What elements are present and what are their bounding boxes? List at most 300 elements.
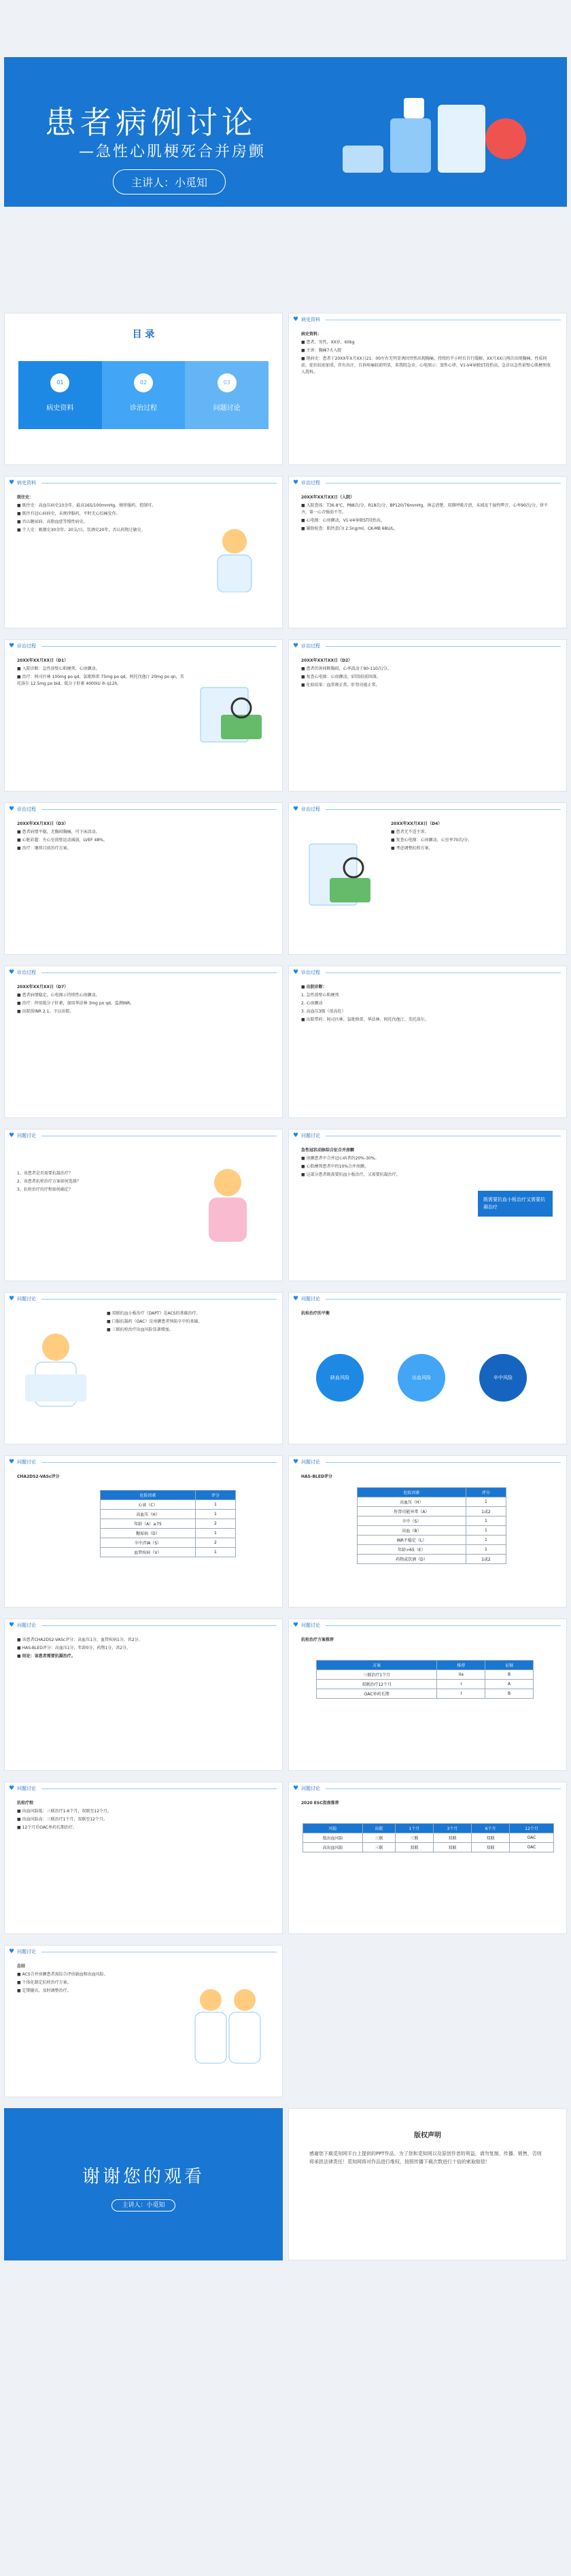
section-label: 诊治过程 — [301, 480, 320, 486]
slide-header — [289, 1619, 566, 1631]
table-cell: 糖尿病（D） — [101, 1529, 196, 1538]
text-line: ■ 结论：该患者需要抗凝治疗。 — [17, 1654, 75, 1659]
text-line: ■ 复查心电图：心房颤动，ST段较前回落。 — [301, 675, 381, 679]
heart-icon: ♥ — [9, 1784, 15, 1792]
table-cell: 双联 — [433, 1833, 471, 1843]
thanks-slide — [4, 2108, 283, 2260]
question-item: 1、该患者是否需要抗凝治疗？ — [17, 1171, 73, 1176]
table-cell: 三联 — [363, 1843, 396, 1852]
table-cell: 1 — [466, 1497, 506, 1507]
section-label: 诊治过程 — [17, 643, 36, 649]
table-cell: OAC — [510, 1833, 554, 1843]
heart-icon: ♥ — [293, 642, 299, 649]
slide-header — [289, 1293, 566, 1305]
page-title: 患者病例讨论 — [45, 104, 257, 141]
column-header: 危险因素 — [358, 1488, 466, 1497]
table-row — [101, 1538, 236, 1548]
history-slide-2 — [4, 476, 283, 628]
slide-header — [289, 313, 566, 326]
table-row — [101, 1548, 236, 1557]
table-cell: 2 — [195, 1538, 235, 1548]
column-header: 评分 — [195, 1491, 235, 1500]
toc-items — [18, 361, 269, 429]
section-label: 问题讨论 — [301, 1623, 320, 1628]
text-line: ■ 患者，男性，XX岁，60kg — [301, 340, 355, 345]
table-cell: B — [485, 1670, 534, 1680]
divider — [41, 483, 277, 484]
heart-icon: ♥ — [9, 1948, 15, 1955]
table-cell: 三联 — [395, 1833, 433, 1843]
table-cell: OAC — [510, 1843, 554, 1852]
medical-illustration — [336, 91, 540, 186]
section-label: 问题讨论 — [17, 1296, 36, 1302]
slide-title: 总结 — [17, 1964, 26, 1969]
report-illustration — [194, 681, 269, 749]
column-header: 评分 — [466, 1488, 506, 1497]
section-label: 问题讨论 — [301, 1296, 320, 1302]
text-line: ■ 出院诊断： — [301, 985, 327, 989]
table-row — [358, 1555, 506, 1564]
text-line: 2. 心房颤动 — [301, 1001, 323, 1006]
slide-body — [107, 1310, 270, 1335]
question-item: 2、该患者抗栓治疗方案如何选择？ — [17, 1179, 81, 1184]
table-cell: 1或2 — [466, 1555, 506, 1564]
slide-body — [17, 1170, 194, 1195]
section-label: 诊治过程 — [301, 643, 320, 649]
presenter-badge — [4, 2197, 283, 2209]
table-cell: 年龄>65（E） — [358, 1545, 466, 1555]
table-header-row — [317, 1661, 534, 1670]
slide-body — [301, 984, 554, 1025]
heart-icon: ♥ — [9, 805, 15, 813]
slide-header — [5, 1619, 282, 1631]
slide-header — [289, 477, 566, 489]
slide-body — [301, 1800, 554, 1808]
divider — [41, 1299, 277, 1300]
discussion-slide-7 — [4, 1619, 283, 1771]
table-cell: 1 — [466, 1516, 506, 1526]
text-line: ■ 考虑调整抗栓方案。 — [391, 846, 433, 851]
table-cell: 1 — [195, 1529, 235, 1538]
heart-icon: ♥ — [293, 805, 299, 813]
slide-header — [289, 803, 566, 815]
table-cell: 双联 — [472, 1843, 510, 1852]
text-line: 既往史： — [17, 495, 34, 500]
treatment-slide-6 — [4, 966, 283, 1118]
slide-title: 急性冠状动脉综合征合并房颤 — [301, 1148, 355, 1153]
presenter-label: 主讲人：小觅知 — [111, 2199, 175, 2211]
treatment-slide-5 — [288, 802, 567, 955]
text-line: ■ 三联抗栓治疗出血风险显著增加。 — [107, 1327, 173, 1332]
table-cell: 心衰（C） — [101, 1500, 196, 1510]
table-cell: 高出血风险 — [303, 1843, 363, 1852]
risk-circle-bleeding — [398, 1354, 445, 1402]
heart-icon: ♥ — [293, 1784, 299, 1792]
toc-label: 病史资料 — [46, 405, 74, 412]
section-label: 问题讨论 — [17, 1133, 36, 1138]
slide-header — [5, 1293, 282, 1305]
table-cell: 卒中（S） — [358, 1516, 466, 1526]
table-row — [101, 1500, 236, 1510]
slide-header — [289, 966, 566, 979]
date-heading: 20XX年XX月XX日（D7） — [17, 985, 69, 989]
text-line: ■ 入院诊断：急性前壁心肌梗死，心房颤动。 — [17, 666, 100, 671]
slide-body — [17, 984, 270, 1017]
text-line: ■ 双联抗血小板治疗（DAPT）是ACS的基础治疗。 — [107, 1311, 201, 1316]
treatment-slide-3 — [288, 639, 567, 792]
table-cell: 1或2 — [466, 1507, 506, 1516]
divider — [41, 1462, 277, 1463]
slide-header — [5, 477, 282, 489]
slide-title: 抗栓疗程 — [17, 1801, 34, 1806]
heart-icon: ♥ — [9, 1295, 15, 1302]
text-line: 1. 急性前壁心肌梗死 — [301, 993, 339, 998]
date-heading: 20XX年XX月XX日（D2） — [301, 658, 353, 663]
section-label: 诊治过程 — [17, 970, 36, 975]
text-line: ■ 既往史：高血压病史10余年，最高165/100mmHg，规律服药，控制可。 — [17, 503, 156, 508]
history-slide-1 — [288, 313, 567, 465]
slide-body — [17, 1800, 270, 1833]
guideline-table — [302, 1823, 554, 1852]
heart-icon: ♥ — [9, 1458, 15, 1465]
balance-diagram — [316, 1340, 539, 1422]
discussion-slide-3 — [4, 1292, 283, 1444]
copyright-slide — [288, 2108, 567, 2260]
discussion-slide-2 — [288, 1129, 567, 1281]
divider — [41, 1625, 277, 1626]
slide-header — [5, 1946, 282, 1958]
table-cell: 双联 — [433, 1843, 471, 1852]
table-row — [101, 1519, 236, 1529]
text-line: ■ 患者无不适主诉。 — [391, 830, 429, 834]
text-line: 病史资料： — [301, 332, 322, 337]
slide-header — [289, 640, 566, 652]
table-cell: 卒中/TIA（S） — [101, 1538, 196, 1548]
table-row — [317, 1680, 534, 1689]
slide-header — [5, 1456, 282, 1468]
slide-body — [17, 1963, 187, 1996]
toc-item-history[interactable] — [18, 361, 102, 429]
discussion-slide-6 — [288, 1455, 567, 1608]
title-slide — [4, 57, 567, 207]
table-cell: B — [485, 1689, 534, 1699]
text-line: ■ 出院前INR 2.1，予以出院。 — [17, 1009, 74, 1014]
heart-icon: ♥ — [293, 479, 299, 486]
text-line: 3. 高血压3级（很高危） — [301, 1009, 346, 1014]
text-line: ■ 治疗：停用低分子肝素，加用华法林 3mg po qd，监测INR。 — [17, 1001, 135, 1006]
section-label: 病史资料 — [301, 317, 320, 322]
text-line: ■ 出血风险高：三联治疗1个月，双联至12个月。 — [17, 1817, 108, 1822]
table-row — [101, 1529, 236, 1538]
slide-body — [301, 1147, 471, 1180]
section-label: 诊治过程 — [301, 970, 320, 975]
table-row — [358, 1507, 506, 1516]
text-line: ■ 心电图：心房颤动，V1-V4导联ST段抬高。 — [301, 518, 385, 523]
report-illustration — [302, 837, 377, 912]
table-cell: 双联 — [472, 1833, 510, 1843]
risk-circle-ischemia — [316, 1354, 364, 1402]
text-line: ■ 否认糖尿病、高脂血症等慢性病史。 — [17, 520, 88, 524]
heart-icon: ♥ — [293, 1458, 299, 1465]
slide-header — [289, 1782, 566, 1795]
doctor-illustration — [18, 1327, 93, 1408]
table-cell: 1 — [195, 1510, 235, 1519]
treatment-slide-4 — [4, 802, 283, 955]
column-header: 推荐 — [437, 1661, 485, 1670]
slide-header — [5, 966, 282, 979]
table-cell: 高血压（H） — [101, 1510, 196, 1519]
table-cell: 三联治疗1个月 — [317, 1670, 437, 1680]
heart-icon: ♥ — [293, 316, 299, 323]
table-cell: 高血压（H） — [358, 1497, 466, 1507]
discussion-slide-10 — [288, 1782, 567, 1934]
table-cell: 三联 — [363, 1833, 396, 1843]
text-line: ■ 治疗：阿司匹林 100mg po qd，氯吡格雷 75mg po qd，阿托伐他汀 20mg po qn，美托洛尔 12.5mg po bid，低分子肝素 4000IU ih q12h。 — [17, 675, 184, 686]
text-line: ■ 主诉：胸痛7天入院 — [301, 348, 342, 353]
section-label: 问题讨论 — [17, 1623, 36, 1628]
discussion-slide-9 — [4, 1782, 283, 1934]
text-line: ■ 现病史：患者于20XX年X月XX日21：00左右无明显诱因突然出现胸痛，持续约半小时后自行缓解。XX月XX日再次出现胸痛，性质同前，症状较前加重，伴有出汗，自诉疼痛较前明显，来我院急诊，心电图示：窦性心律，V1-V4导联ST段抬高，急诊以急性前壁心肌梗死收入我科。 — [301, 356, 551, 375]
risk-label: 缺血风险 — [330, 1375, 349, 1380]
table-cell: INR不稳定（L） — [358, 1536, 466, 1545]
slide-header — [289, 1456, 566, 1468]
section-label: 问题讨论 — [17, 1459, 36, 1465]
cha2ds2-table — [100, 1490, 236, 1557]
slide-body — [391, 821, 554, 853]
column-header: 出院 — [363, 1824, 396, 1833]
divider — [326, 1625, 561, 1626]
table-cell: I — [437, 1680, 485, 1689]
text-line: ■ 既往有冠心病病史，未规律服药，平时无心绞痛发作。 — [17, 511, 120, 516]
discussion-slide-4 — [288, 1292, 567, 1444]
slide-header — [5, 1130, 282, 1142]
slide-header — [5, 1782, 282, 1795]
section-label: 问题讨论 — [17, 1949, 36, 1954]
text-line: ■ 患者仍诉间断胸闷，心率波动于90-110次/分。 — [301, 666, 392, 671]
slide-body — [301, 494, 554, 534]
table-row — [358, 1526, 506, 1536]
text-line: ■ 患者病情稳定，心电图示持续性心房颤动。 — [17, 993, 100, 998]
slide-body — [301, 331, 554, 377]
doctor-illustration — [207, 524, 262, 592]
section-label: 问题讨论 — [301, 1133, 320, 1138]
section-label: 诊治过程 — [301, 807, 320, 812]
text-line: ■ 12个月后OAC单药长期治疗。 — [17, 1825, 77, 1830]
table-cell: 年龄（A）≥75 — [101, 1519, 196, 1529]
presenter-badge — [113, 169, 226, 194]
column-header: 3个月 — [433, 1824, 471, 1833]
slide-title: HAS-BLED评分 — [301, 1474, 332, 1479]
date-heading: 20XX年XX月XX日（入院） — [301, 495, 355, 500]
table-header-row — [358, 1488, 506, 1497]
text-line: ■ 个体化制定抗栓治疗方案。 — [17, 1980, 71, 1985]
table-cell: 出血（B） — [358, 1526, 466, 1536]
divider — [326, 483, 561, 484]
risk-label: 卒中风险 — [494, 1375, 513, 1380]
slide-body — [17, 658, 187, 689]
text-line: ■ 定期随访，及时调整治疗。 — [17, 1988, 71, 1993]
text-line: ■ HAS-BLED评分：高血压1分，年龄0分，药物1分，共2分。 — [17, 1646, 131, 1650]
table-cell: 2 — [195, 1519, 235, 1529]
divider — [326, 646, 561, 647]
slide-title: CHA2DS2-VASc评分 — [17, 1474, 60, 1479]
text-line: ■ 这部分患者既需要抗血小板治疗，又需要抗凝治疗。 — [301, 1172, 400, 1177]
discussion-slide-11 — [4, 1945, 283, 2097]
text-line: ■ ACS合并房颤患者需综合评估缺血和出血风险。 — [17, 1972, 108, 1977]
toc-number: 03 — [218, 373, 237, 392]
slide-title: 抗栓治疗方案推荐 — [301, 1638, 334, 1642]
heart-icon: ♥ — [293, 1132, 299, 1139]
heart-icon: ♥ — [9, 968, 15, 976]
text-line: ■ 治疗：继续目前治疗方案。 — [17, 846, 71, 851]
toc-item-discussion[interactable] — [185, 361, 269, 429]
divider — [326, 1462, 561, 1463]
copyright-text: 感谢您下载觅知网平台上提供的PPT作品，为了您和觅知网以及原创作者的利益，请勿复制、传播、销售，否则将承担法律责任！觅知网将对作品进行维权，按照传播下载次数进行十倍的索取赔偿！ — [309, 2151, 542, 2165]
risk-label: 出血风险 — [412, 1375, 431, 1380]
table-cell: 药物或饮酒（D） — [358, 1555, 466, 1564]
toc-label: 问题讨论 — [213, 405, 241, 412]
heart-icon: ♥ — [9, 1621, 15, 1629]
table-header-row — [101, 1491, 236, 1500]
slide-title: 2020 ESC指南推荐 — [301, 1801, 339, 1806]
table-row — [358, 1497, 506, 1507]
section-label: 病史资料 — [17, 480, 36, 486]
date-heading: 20XX年XX月XX日（D4） — [391, 821, 443, 826]
heart-icon: ♥ — [9, 479, 15, 486]
table-cell: 低出血风险 — [303, 1833, 363, 1843]
date-heading: 20XX年XX月XX日（D1） — [17, 658, 69, 663]
section-label: 问题讨论 — [301, 1786, 320, 1791]
table-cell: 双联 — [395, 1843, 433, 1852]
text-line: ■ 出血风险低：三联治疗1-6个月，双联至12个月。 — [17, 1809, 112, 1814]
section-label: 问题讨论 — [301, 1459, 320, 1465]
slide-title: 抗栓治疗的平衡 — [301, 1311, 330, 1316]
treatment-slide-2 — [4, 639, 283, 792]
risk-circle-stroke — [479, 1354, 527, 1402]
slide-body — [301, 1474, 554, 1482]
thanks-title: 谢谢您的观看 — [82, 2167, 205, 2187]
divider — [41, 809, 277, 810]
slide-header — [289, 1130, 566, 1142]
text-line: ■ 出院带药：阿司匹林、氯吡格雷、华法林、阿托伐他汀、美托洛尔。 — [301, 1017, 429, 1022]
table-cell: 1 — [466, 1526, 506, 1536]
heart-icon: ♥ — [9, 1132, 15, 1139]
copyright-title: 版权声明 — [414, 2132, 441, 2139]
text-line: ■ 房颤患者中合并冠心病者约20%-30%。 — [301, 1156, 379, 1161]
table-cell: 1 — [195, 1548, 235, 1557]
toc-slide — [4, 313, 283, 465]
divider — [326, 972, 561, 973]
table-cell: I — [437, 1689, 485, 1699]
text-line: ■ 入院查体：T36.8℃，P88次/分，R18次/分，BP120/76mmHg，神志清楚，双肺呼吸音清，未闻及干湿性啰音，心率90次/分，律不齐，第一心音强弱不等。 — [301, 503, 548, 515]
discussion-slide-1 — [4, 1129, 283, 1281]
table-cell: 肝肾功能异常（A） — [358, 1507, 466, 1516]
column-header: 12个月 — [510, 1824, 554, 1833]
slide-body — [17, 494, 201, 535]
divider — [41, 646, 277, 647]
table-row — [358, 1545, 506, 1555]
text-line: ■ 该患者CHA2DS2-VASc评分：高血压1分，血管疾病1分，共2分。 — [17, 1638, 143, 1642]
callout-text: 既需要抗血小板治疗又需要抗凝治疗 — [483, 1197, 545, 1210]
table-cell: 1 — [466, 1536, 506, 1545]
heart-icon: ♥ — [293, 1295, 299, 1302]
table-row — [317, 1689, 534, 1699]
slide-header — [5, 803, 282, 815]
slide-body — [301, 1637, 554, 1645]
table-row — [101, 1510, 236, 1519]
text-line: ■ 个人史：吸烟史30余年，20支/日，饮酒史20年，否认药物过敏史。 — [17, 528, 145, 532]
treatment-slide-1 — [288, 476, 567, 628]
slide-body — [17, 821, 270, 853]
discussion-slide-5 — [4, 1455, 283, 1608]
table-row — [358, 1516, 506, 1526]
toc-label: 诊治过程 — [130, 405, 157, 412]
divider — [326, 1299, 561, 1300]
question-item: 3、抗栓治疗的疗程如何确定？ — [17, 1187, 73, 1192]
slide-body — [301, 658, 554, 690]
slide-header — [5, 640, 282, 652]
table-cell: A — [485, 1680, 534, 1689]
slide-body — [17, 1637, 270, 1661]
text-line: ■ 心肌梗死患者中约10%合并房颤。 — [301, 1164, 368, 1169]
table-row — [303, 1843, 554, 1852]
table-header-row — [303, 1824, 554, 1833]
recommendation-table — [316, 1660, 534, 1699]
toc-heading: 目 录 — [132, 329, 155, 340]
table-cell: 双联治疗12个月 — [317, 1680, 437, 1689]
nurse-illustration — [201, 1164, 255, 1245]
divider — [326, 809, 561, 810]
divider — [41, 972, 277, 973]
column-header: 方案 — [317, 1661, 437, 1670]
table-cell: 1 — [195, 1500, 235, 1510]
column-header: 危险因素 — [101, 1491, 196, 1500]
table-cell: 1 — [466, 1545, 506, 1555]
discussion-slide-8 — [288, 1619, 567, 1771]
column-header: 证据 — [485, 1661, 534, 1670]
section-label: 问题讨论 — [17, 1786, 36, 1791]
heart-icon: ♥ — [293, 968, 299, 976]
text-line: ■ 口服抗凝药（OAC）是房颤患者预防卒中的基础。 — [107, 1319, 203, 1324]
text-line: ■ 辅助检查：肌钙蛋白I 2.5ng/ml，CK-MB 68U/L。 — [301, 526, 398, 531]
treatment-slide-7 — [288, 966, 567, 1118]
table-row — [317, 1670, 534, 1680]
column-header: 风险 — [303, 1824, 363, 1833]
date-heading: 20XX年XX月XX日（D3） — [17, 821, 69, 826]
doctors-illustration — [187, 1980, 269, 2068]
subtitle: —急性心肌梗死合并房颤 — [79, 143, 266, 160]
text-line: ■ 心脏彩超：左心室前壁运动减弱，LVEF 48%。 — [17, 838, 107, 843]
slide-body — [301, 1310, 554, 1319]
toc-item-treatment[interactable] — [102, 361, 186, 429]
section-label: 诊治过程 — [17, 807, 36, 812]
heart-icon: ♥ — [9, 642, 15, 649]
text-line: ■ 患者病情平稳，无胸闷胸痛，可下床活动。 — [17, 830, 100, 834]
has-bled-table — [357, 1487, 506, 1564]
table-cell: OAC单药长期 — [317, 1689, 437, 1699]
toc-number: 02 — [134, 373, 153, 392]
toc-number: 01 — [50, 373, 69, 392]
text-line: ■ 化验结果：血常规正常，肝肾功能正常。 — [301, 683, 380, 688]
presenter-label: 主讲人：小觅知 — [131, 176, 208, 189]
heart-icon: ♥ — [293, 1621, 299, 1629]
table-row — [358, 1536, 506, 1545]
callout-box — [478, 1191, 553, 1217]
column-header: 1个月 — [395, 1824, 433, 1833]
table-row — [303, 1833, 554, 1843]
column-header: 6个月 — [472, 1824, 510, 1833]
slide-body — [17, 1474, 270, 1482]
